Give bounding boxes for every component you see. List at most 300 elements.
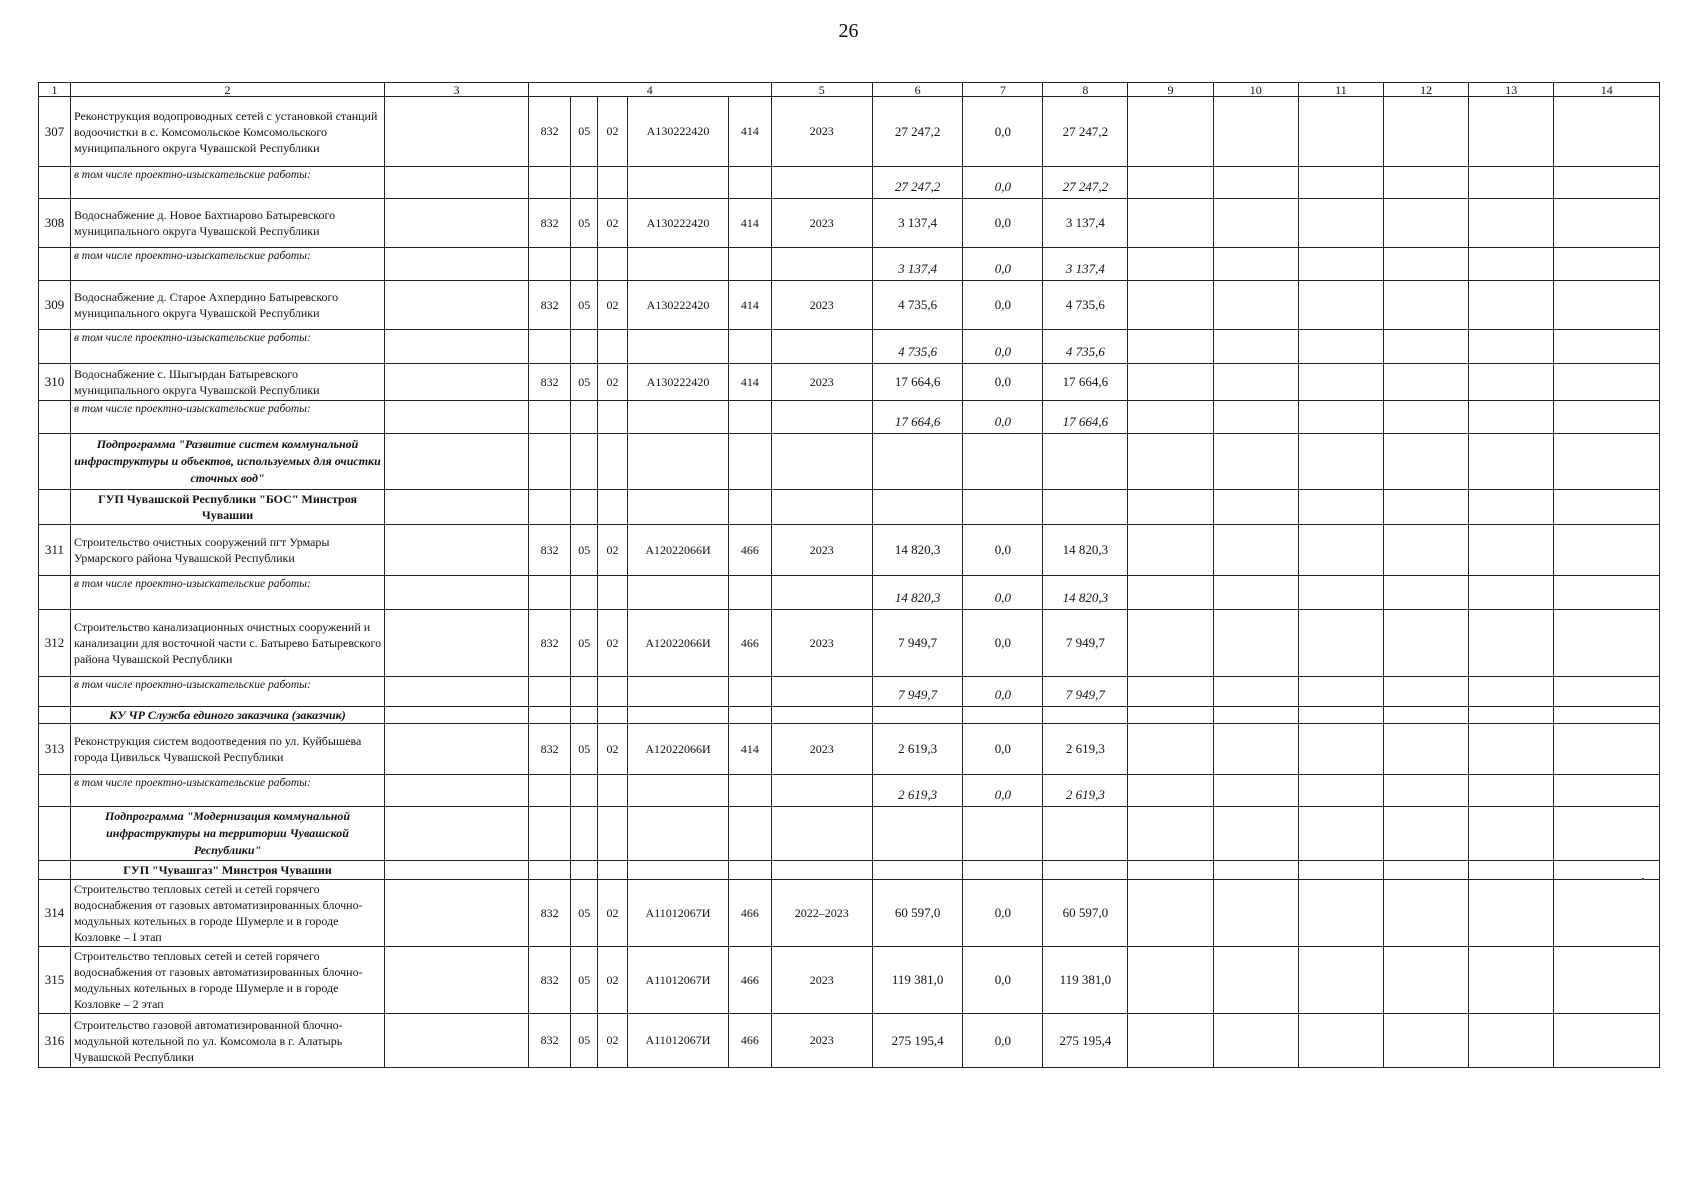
- empty-cell: [771, 861, 872, 880]
- empty-cell: [1298, 677, 1383, 707]
- target-article-code: А130222420: [627, 97, 728, 167]
- amount-col7: 0,0: [963, 724, 1043, 775]
- empty-cell: [39, 401, 71, 434]
- empty-cell: [963, 434, 1043, 490]
- amount-col8: 14 820,3: [1043, 525, 1128, 576]
- expense-type-code: 414: [729, 97, 772, 167]
- empty-cell: [963, 861, 1043, 880]
- empty-cell: [1554, 434, 1660, 490]
- target-article-code: А130222420: [627, 281, 728, 330]
- subtotal-label: в том числе проектно-изыскательские работы:: [70, 775, 384, 807]
- row-number: 312: [39, 610, 71, 677]
- subsection-code: 02: [598, 610, 628, 677]
- empty-cell: [771, 807, 872, 861]
- empty-cell: [528, 775, 571, 807]
- empty-cell: [528, 807, 571, 861]
- empty-cell: [1043, 861, 1128, 880]
- empty-cell: [39, 490, 71, 525]
- empty-cell: [1554, 330, 1660, 364]
- empty-cell: [598, 330, 628, 364]
- empty-cell: [771, 401, 872, 434]
- empty-cell: [627, 576, 728, 610]
- target-article-code: А130222420: [627, 364, 728, 401]
- empty-cell: [627, 677, 728, 707]
- empty-cell: [1469, 525, 1554, 576]
- empty-cell: [729, 807, 772, 861]
- empty-cell: [1384, 610, 1469, 677]
- implementation-years: 2023: [771, 97, 872, 167]
- empty-cell: [1554, 724, 1660, 775]
- empty-cell: [729, 775, 772, 807]
- empty-cell: [729, 167, 772, 199]
- empty-cell: [385, 707, 529, 724]
- empty-cell: [1384, 807, 1469, 861]
- subtotal-col7: 0,0: [963, 330, 1043, 364]
- section-code: 05: [571, 364, 598, 401]
- amount-col8: 3 137,4: [1043, 199, 1128, 248]
- empty-cell: [1384, 677, 1469, 707]
- empty-cell: [771, 490, 872, 525]
- empty-cell: [771, 677, 872, 707]
- empty-cell: [1213, 861, 1298, 880]
- empty-cell: [1469, 364, 1554, 401]
- empty-cell: [571, 167, 598, 199]
- empty-cell: [1298, 330, 1383, 364]
- project-name: Водоснабжение с. Шыгырдан Батыревского муниципального округа Чувашской Республики: [70, 364, 384, 401]
- empty-cell: [1554, 490, 1660, 525]
- grbs-code: 832: [528, 880, 571, 947]
- empty-cell: [39, 707, 71, 724]
- empty-cell: [1128, 880, 1213, 947]
- empty-cell: [1128, 330, 1213, 364]
- target-article-code: А11012067И: [627, 1014, 728, 1068]
- table-row: [39, 610, 1660, 677]
- empty-cell: [571, 677, 598, 707]
- section-code: 05: [571, 880, 598, 947]
- empty-cell: [1384, 724, 1469, 775]
- empty-cell: [1469, 490, 1554, 525]
- expense-type-code: 466: [729, 880, 772, 947]
- empty-cell: [1554, 364, 1660, 401]
- empty-cell: [1298, 880, 1383, 947]
- empty-cell: [1384, 401, 1469, 434]
- empty-cell: [771, 248, 872, 281]
- empty-cell: [1469, 775, 1554, 807]
- target-article-code: А12022066И: [627, 724, 728, 775]
- table-row-subtotal: [39, 167, 1660, 199]
- empty-cell: [385, 677, 529, 707]
- empty-cell: [385, 97, 529, 167]
- empty-cell: [385, 947, 529, 1014]
- section-title: Подпрограмма "Развитие систем коммунальной инфраструктуры и объектов, используемых для очистки сточных вод": [70, 434, 384, 490]
- implementation-years: 2023: [771, 525, 872, 576]
- table-row-subtotal: [39, 330, 1660, 364]
- table-row: [39, 97, 1660, 167]
- empty-cell: [1554, 880, 1660, 947]
- section-title: КУ ЧР Служба единого заказчика (заказчик): [70, 707, 384, 724]
- grbs-code: 832: [528, 525, 571, 576]
- empty-cell: [571, 330, 598, 364]
- empty-cell: [627, 775, 728, 807]
- subtotal-total: 27 247,2: [872, 167, 963, 199]
- empty-cell: [528, 401, 571, 434]
- section-code: 05: [571, 1014, 598, 1068]
- grbs-code: 832: [528, 724, 571, 775]
- subtotal-col8: 27 247,2: [1043, 167, 1128, 199]
- table-row-subtotal: [39, 401, 1660, 434]
- grbs-code: 832: [528, 364, 571, 401]
- col-header: 14: [1554, 83, 1660, 97]
- empty-cell: [1298, 281, 1383, 330]
- empty-cell: [385, 434, 529, 490]
- empty-cell: [598, 490, 628, 525]
- empty-cell: [571, 861, 598, 880]
- amount-col8: 2 619,3: [1043, 724, 1128, 775]
- empty-cell: [1213, 364, 1298, 401]
- empty-cell: [1298, 707, 1383, 724]
- empty-cell: [1384, 947, 1469, 1014]
- empty-cell: [729, 861, 772, 880]
- implementation-years: 2023: [771, 364, 872, 401]
- subtotal-label: в том числе проектно-изыскательские работы:: [70, 330, 384, 364]
- empty-cell: [1554, 167, 1660, 199]
- empty-cell: [1043, 490, 1128, 525]
- implementation-years: 2023: [771, 947, 872, 1014]
- empty-cell: [39, 677, 71, 707]
- implementation-years: 2023: [771, 199, 872, 248]
- empty-cell: [385, 807, 529, 861]
- empty-cell: [729, 677, 772, 707]
- grbs-code: 832: [528, 1014, 571, 1068]
- col-header: 1: [39, 83, 71, 97]
- empty-cell: [598, 167, 628, 199]
- row-number: 314: [39, 880, 71, 947]
- project-name: Реконструкция водопроводных сетей с установкой станций водоочистки в с. Комсомольское Комсомольского муниципального округа Чувашской Республики: [70, 97, 384, 167]
- col-header: 8: [1043, 83, 1128, 97]
- empty-cell: [1469, 1014, 1554, 1068]
- empty-cell: [1554, 576, 1660, 610]
- amount-col8: 60 597,0: [1043, 880, 1128, 947]
- section-code: 05: [571, 947, 598, 1014]
- empty-cell: [1128, 401, 1213, 434]
- row-number: 315: [39, 947, 71, 1014]
- empty-cell: [528, 707, 571, 724]
- empty-cell: [1213, 775, 1298, 807]
- expense-type-code: 414: [729, 281, 772, 330]
- subtotal-label: в том числе проектно-изыскательские работы:: [70, 248, 384, 281]
- empty-cell: [1554, 97, 1660, 167]
- empty-cell: [39, 434, 71, 490]
- col-header: 12: [1384, 83, 1469, 97]
- table-row: [39, 364, 1660, 401]
- subtotal-col7: 0,0: [963, 576, 1043, 610]
- col-header: 7: [963, 83, 1043, 97]
- empty-cell: [1213, 167, 1298, 199]
- section-title: Подпрограмма "Модернизация коммунальной инфраструктуры на территории Чувашской Республики": [70, 807, 384, 861]
- empty-cell: [1298, 199, 1383, 248]
- empty-cell: [1554, 281, 1660, 330]
- table-row: [39, 1014, 1660, 1068]
- empty-cell: [1213, 199, 1298, 248]
- empty-cell: [1384, 167, 1469, 199]
- empty-cell: [1213, 434, 1298, 490]
- table-row: [39, 724, 1660, 775]
- empty-cell: [1384, 707, 1469, 724]
- subtotal-col7: 0,0: [963, 167, 1043, 199]
- table-row-subtotal: [39, 576, 1660, 610]
- empty-cell: [528, 330, 571, 364]
- empty-cell: [598, 775, 628, 807]
- empty-cell: [771, 434, 872, 490]
- empty-cell: [1213, 248, 1298, 281]
- empty-cell: [729, 490, 772, 525]
- project-name: Строительство очистных сооружений пгт Урмары Урмарского района Чувашской Республики: [70, 525, 384, 576]
- empty-cell: [1213, 880, 1298, 947]
- empty-cell: [1384, 576, 1469, 610]
- empty-cell: [1128, 281, 1213, 330]
- subprogram-heading: [39, 434, 1660, 490]
- empty-cell: [1554, 199, 1660, 248]
- empty-cell: [1554, 610, 1660, 677]
- empty-cell: [1213, 947, 1298, 1014]
- empty-cell: [627, 434, 728, 490]
- section-code: 05: [571, 281, 598, 330]
- empty-cell: [598, 434, 628, 490]
- empty-cell: [385, 775, 529, 807]
- empty-cell: [1128, 807, 1213, 861]
- amount-col7: 0,0: [963, 880, 1043, 947]
- col-header: 5: [771, 83, 872, 97]
- empty-cell: [1469, 610, 1554, 677]
- empty-cell: [1128, 861, 1213, 880]
- empty-cell: [1128, 434, 1213, 490]
- empty-cell: [1384, 434, 1469, 490]
- empty-cell: [1554, 807, 1660, 861]
- amount-col7: 0,0: [963, 610, 1043, 677]
- empty-cell: [385, 199, 529, 248]
- empty-cell: [528, 576, 571, 610]
- empty-cell: [1384, 490, 1469, 525]
- project-name: Строительство тепловых сетей и сетей горячего водоснабжения от газовых автоматизированных блочно-модульных котельных в городе Шумерле и в городе Козловке – I этап: [70, 880, 384, 947]
- table-row-subtotal: [39, 775, 1660, 807]
- empty-cell: [39, 167, 71, 199]
- total-amount: 275 195,4: [872, 1014, 963, 1068]
- target-article-code: А11012067И: [627, 880, 728, 947]
- subtotal-col8: 14 820,3: [1043, 576, 1128, 610]
- total-amount: 27 247,2: [872, 97, 963, 167]
- amount-col7: 0,0: [963, 947, 1043, 1014]
- empty-cell: [771, 576, 872, 610]
- table-row-subtotal: [39, 677, 1660, 707]
- amount-col8: 17 664,6: [1043, 364, 1128, 401]
- subtotal-col7: 0,0: [963, 401, 1043, 434]
- expense-type-code: 414: [729, 364, 772, 401]
- empty-cell: [385, 401, 529, 434]
- empty-cell: [771, 775, 872, 807]
- empty-cell: [598, 677, 628, 707]
- organization-heading: [39, 861, 1660, 880]
- empty-cell: [627, 248, 728, 281]
- project-name: Водоснабжение д. Старое Ахпердино Батыревского муниципального округа Чувашской Республики: [70, 281, 384, 330]
- empty-cell: [627, 807, 728, 861]
- amount-col8: 27 247,2: [1043, 97, 1128, 167]
- empty-cell: [872, 861, 963, 880]
- empty-cell: [1128, 707, 1213, 724]
- empty-cell: [1043, 434, 1128, 490]
- empty-cell: [872, 434, 963, 490]
- empty-cell: [1469, 677, 1554, 707]
- empty-cell: [1213, 807, 1298, 861]
- grbs-code: 832: [528, 281, 571, 330]
- subsection-code: 02: [598, 281, 628, 330]
- empty-cell: [571, 775, 598, 807]
- grbs-code: 832: [528, 947, 571, 1014]
- empty-cell: [1384, 281, 1469, 330]
- empty-cell: [1384, 330, 1469, 364]
- empty-cell: [1469, 167, 1554, 199]
- empty-cell: [1469, 248, 1554, 281]
- empty-cell: [571, 807, 598, 861]
- empty-cell: [571, 434, 598, 490]
- empty-cell: [1128, 97, 1213, 167]
- grbs-code: 832: [528, 610, 571, 677]
- empty-cell: [1469, 401, 1554, 434]
- expense-type-code: 414: [729, 199, 772, 248]
- empty-cell: [385, 1014, 529, 1068]
- empty-cell: [39, 861, 71, 880]
- empty-cell: [1298, 525, 1383, 576]
- amount-col8: 119 381,0: [1043, 947, 1128, 1014]
- empty-cell: [385, 525, 529, 576]
- empty-cell: [1554, 248, 1660, 281]
- empty-cell: [385, 880, 529, 947]
- subsection-code: 02: [598, 947, 628, 1014]
- empty-cell: [1128, 490, 1213, 525]
- empty-cell: [385, 364, 529, 401]
- empty-cell: [1384, 775, 1469, 807]
- empty-cell: [1128, 167, 1213, 199]
- expense-type-code: 466: [729, 610, 772, 677]
- empty-cell: [1213, 576, 1298, 610]
- empty-cell: [729, 434, 772, 490]
- empty-cell: [571, 490, 598, 525]
- target-article-code: А130222420: [627, 199, 728, 248]
- section-code: 05: [571, 724, 598, 775]
- subtotal-total: 7 949,7: [872, 677, 963, 707]
- empty-cell: [771, 330, 872, 364]
- total-amount: 4 735,6: [872, 281, 963, 330]
- empty-cell: [729, 330, 772, 364]
- empty-cell: [1128, 677, 1213, 707]
- empty-cell: [385, 167, 529, 199]
- row-number: 307: [39, 97, 71, 167]
- empty-cell: [385, 490, 529, 525]
- total-amount: 3 137,4: [872, 199, 963, 248]
- subtotal-col8: 3 137,4: [1043, 248, 1128, 281]
- empty-cell: [1469, 199, 1554, 248]
- empty-cell: [1469, 880, 1554, 947]
- empty-cell: [1128, 724, 1213, 775]
- implementation-years: 2023: [771, 724, 872, 775]
- subtotal-total: 14 820,3: [872, 576, 963, 610]
- project-name: Строительство канализационных очистных сооружений и канализации для восточной части с. Батырево Батыревского района Чувашской Республики: [70, 610, 384, 677]
- empty-cell: [1384, 861, 1469, 880]
- empty-cell: [627, 330, 728, 364]
- empty-cell: [729, 576, 772, 610]
- amount-col8: 275 195,4: [1043, 1014, 1128, 1068]
- empty-cell: [598, 576, 628, 610]
- empty-cell: [385, 248, 529, 281]
- empty-cell: [385, 281, 529, 330]
- subtotal-label: в том числе проектно-изыскательские работы:: [70, 576, 384, 610]
- empty-cell: [385, 576, 529, 610]
- empty-cell: [385, 610, 529, 677]
- total-amount: 17 664,6: [872, 364, 963, 401]
- subtotal-col8: 17 664,6: [1043, 401, 1128, 434]
- empty-cell: [571, 248, 598, 281]
- empty-cell: [1298, 434, 1383, 490]
- total-amount: 119 381,0: [872, 947, 963, 1014]
- empty-cell: [1298, 807, 1383, 861]
- section-code: 05: [571, 199, 598, 248]
- empty-cell: [1469, 707, 1554, 724]
- row-number: 311: [39, 525, 71, 576]
- subtotal-col8: 7 949,7: [1043, 677, 1128, 707]
- empty-cell: [598, 401, 628, 434]
- empty-cell: [1213, 724, 1298, 775]
- table-row: [39, 947, 1660, 1014]
- implementation-years: 2022–2023: [771, 880, 872, 947]
- empty-cell: [771, 707, 872, 724]
- empty-cell: [571, 707, 598, 724]
- empty-cell: [1213, 97, 1298, 167]
- expense-type-code: 414: [729, 724, 772, 775]
- col-header: 13: [1469, 83, 1554, 97]
- subtotal-col7: 0,0: [963, 248, 1043, 281]
- empty-cell: [1298, 490, 1383, 525]
- subtotal-label: в том числе проектно-изыскательские работы:: [70, 677, 384, 707]
- empty-cell: [1554, 525, 1660, 576]
- empty-cell: [627, 707, 728, 724]
- subtotal-total: 3 137,4: [872, 248, 963, 281]
- subprogram-heading: [39, 807, 1660, 861]
- empty-cell: [729, 401, 772, 434]
- empty-cell: [39, 775, 71, 807]
- empty-cell: [1043, 707, 1128, 724]
- project-name: Строительство тепловых сетей и сетей горячего водоснабжения от газовых автоматизированных блочно-модульных котельных в городе Шумерле и в городе Козловке – 2 этап: [70, 947, 384, 1014]
- budget-table: [38, 82, 1660, 1068]
- subsection-code: 02: [598, 97, 628, 167]
- empty-cell: [385, 724, 529, 775]
- empty-cell: [1213, 401, 1298, 434]
- grbs-code: 832: [528, 199, 571, 248]
- empty-cell: [1469, 807, 1554, 861]
- empty-cell: [627, 861, 728, 880]
- row-number: 308: [39, 199, 71, 248]
- empty-cell: [1298, 401, 1383, 434]
- col-header: 10: [1213, 83, 1298, 97]
- empty-cell: [528, 248, 571, 281]
- empty-cell: [1298, 576, 1383, 610]
- project-name: Строительство газовой автоматизированной блочно-модульной котельной по ул. Комсомола в г. Алатырь Чувашской Республики: [70, 1014, 384, 1068]
- table-row: [39, 525, 1660, 576]
- col-header: 2: [70, 83, 384, 97]
- expense-type-code: 466: [729, 525, 772, 576]
- empty-cell: [729, 707, 772, 724]
- implementation-years: 2023: [771, 610, 872, 677]
- empty-cell: [1213, 330, 1298, 364]
- empty-cell: [39, 330, 71, 364]
